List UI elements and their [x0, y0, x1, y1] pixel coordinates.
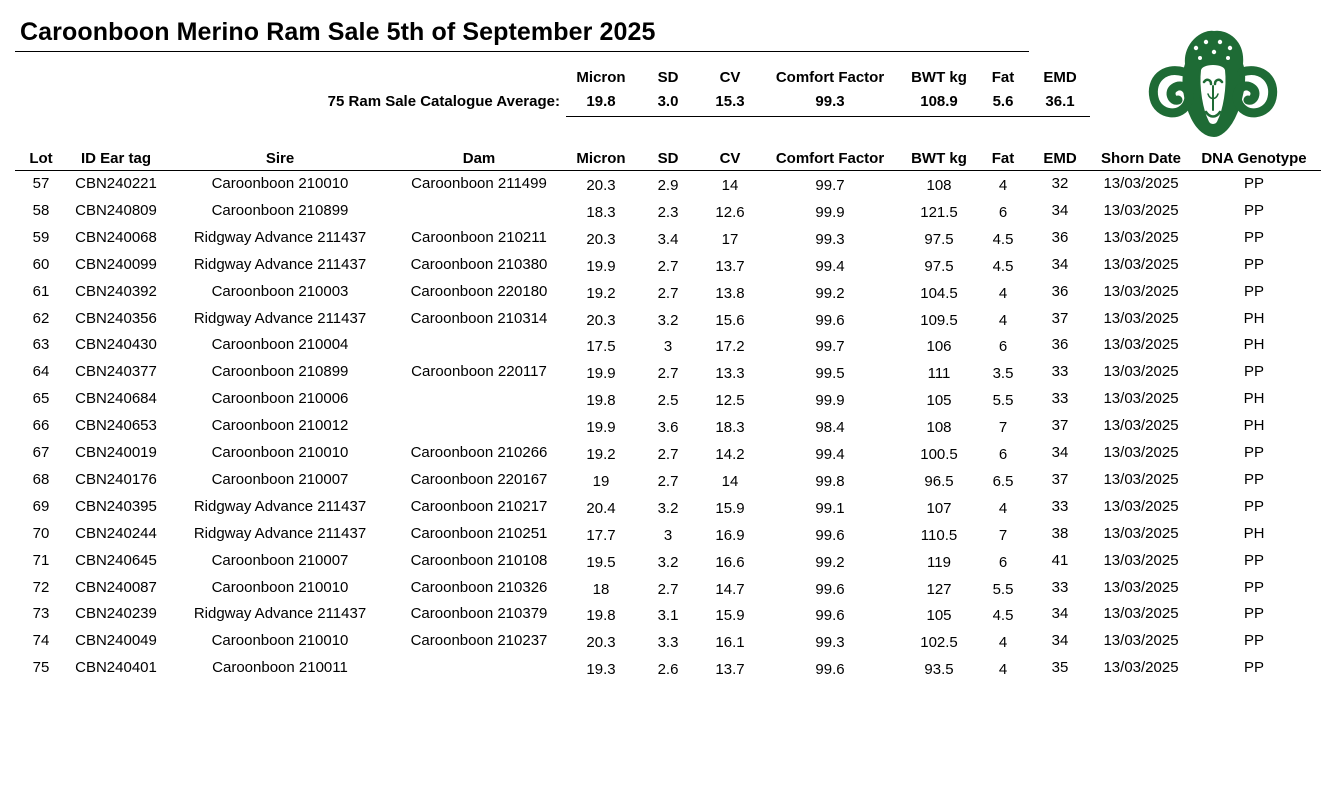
- cell-cv: 14: [721, 177, 739, 194]
- cell-shorn-date: 13/03/2025: [1103, 659, 1179, 677]
- cell-micron: 19.8: [586, 607, 616, 625]
- cell-shorn-date: 13/03/2025: [1103, 201, 1179, 219]
- table-row: [0, 310, 1340, 337]
- merino-ram-head-logo: [1144, 26, 1282, 138]
- cell-ear-tag: CBN240356: [75, 309, 157, 327]
- cell-comfort-factor: 99.1: [815, 499, 845, 517]
- cell-comfort-factor: 99.6: [815, 526, 845, 544]
- cell-sire: Caroonboon 210004: [211, 336, 349, 354]
- cell-fat: 5.5: [992, 392, 1014, 410]
- average-label: 75 Ram Sale Catalogue Average:: [327, 93, 560, 110]
- cell-dam: Caroonboon 210266: [410, 444, 548, 461]
- cell-lot: 61: [32, 282, 50, 300]
- cell-ear-tag: CBN240392: [75, 282, 157, 300]
- cell-sd: 3.4: [657, 230, 679, 248]
- cell-bwt-kg: 108: [926, 419, 952, 437]
- cell-dna-genotype: PH: [1243, 524, 1265, 542]
- cell-emd: 33: [1051, 363, 1069, 381]
- cell-dna-genotype: PH: [1243, 417, 1265, 435]
- cell-shorn-date: 13/03/2025: [1103, 605, 1179, 623]
- cell-micron: 19.9: [586, 419, 616, 437]
- cell-sire: Caroonboon 210011: [212, 659, 348, 677]
- column-header-cv: CV: [719, 150, 741, 167]
- cell-emd: 37: [1051, 470, 1069, 488]
- cell-fat: 6: [998, 338, 1008, 356]
- cell-sd: 2.7: [657, 365, 679, 383]
- cell-shorn-date: 13/03/2025: [1103, 363, 1179, 381]
- cell-ear-tag: CBN240176: [75, 470, 157, 488]
- cell-bwt-kg: 107: [926, 499, 952, 517]
- average-header-bwt-kg: BWT kg: [911, 69, 967, 86]
- cell-lot: 72: [32, 578, 50, 596]
- cell-ear-tag: CBN240049: [75, 632, 157, 650]
- cell-micron: 19.9: [586, 365, 616, 383]
- cell-lot: 67: [32, 444, 50, 461]
- cell-cv: 13.7: [715, 661, 745, 679]
- cell-ear-tag: CBN240684: [75, 390, 157, 408]
- column-header-shorn-date: Shorn Date: [1100, 150, 1182, 167]
- cell-comfort-factor: 99.8: [815, 472, 845, 490]
- cell-cv: 14.2: [715, 446, 745, 463]
- cell-dna-genotype: PP: [1243, 470, 1265, 488]
- cell-sd: 2.7: [657, 284, 679, 302]
- cell-fat: 3.5: [992, 365, 1014, 383]
- cell-emd: 37: [1051, 309, 1069, 327]
- table-row: [0, 525, 1340, 552]
- cell-dna-genotype: PP: [1243, 201, 1265, 219]
- cell-bwt-kg: 106: [926, 338, 952, 356]
- cell-dna-genotype: PH: [1243, 390, 1265, 408]
- average-value-cv: 15.3: [715, 93, 745, 110]
- cell-emd: 33: [1051, 578, 1069, 596]
- cell-comfort-factor: 99.3: [815, 230, 845, 248]
- cell-cv: 15.9: [715, 607, 745, 625]
- cell-dna-genotype: PP: [1243, 578, 1265, 596]
- cell-shorn-date: 13/03/2025: [1103, 444, 1179, 461]
- cell-lot: 71: [32, 551, 50, 569]
- cell-micron: 19.8: [586, 392, 616, 410]
- cell-emd: 33: [1051, 390, 1069, 408]
- cell-dna-genotype: PP: [1243, 282, 1265, 300]
- average-header-comfort-factor: Comfort Factor: [775, 69, 885, 86]
- cell-micron: 19.5: [586, 553, 616, 571]
- cell-cv: 15.9: [715, 499, 745, 517]
- average-underline: [566, 116, 1090, 117]
- cell-cv: 17.2: [715, 338, 745, 356]
- cell-ear-tag: CBN240645: [75, 551, 157, 569]
- cell-sire: Caroonboon 210003: [211, 282, 349, 300]
- table-row: [0, 579, 1340, 606]
- cell-bwt-kg: 93.5: [924, 661, 954, 679]
- table-header-rule: [15, 170, 1321, 171]
- cell-sd: 2.3: [657, 203, 679, 221]
- cell-ear-tag: CBN240401: [75, 659, 157, 677]
- cell-micron: 20.3: [586, 230, 616, 248]
- cell-ear-tag: CBN240068: [75, 228, 157, 246]
- cell-bwt-kg: 104.5: [920, 284, 958, 302]
- cell-dna-genotype: PP: [1243, 497, 1265, 515]
- cell-lot: 65: [32, 390, 50, 408]
- cell-shorn-date: 13/03/2025: [1103, 175, 1179, 192]
- cell-shorn-date: 13/03/2025: [1103, 417, 1179, 435]
- title-underline: [15, 51, 1029, 52]
- cell-sire: Caroonboon 210010: [211, 175, 349, 192]
- cell-shorn-date: 13/03/2025: [1103, 551, 1179, 569]
- cell-shorn-date: 13/03/2025: [1103, 470, 1179, 488]
- table-row: [0, 175, 1340, 202]
- cell-fat: 6: [998, 203, 1008, 221]
- cell-micron: 19.3: [586, 661, 616, 679]
- cell-ear-tag: CBN240019: [75, 444, 157, 461]
- cell-fat: 4: [998, 661, 1008, 679]
- cell-cv: 16.6: [715, 553, 745, 571]
- cell-emd: 34: [1051, 632, 1069, 650]
- cell-fat: 4: [998, 284, 1008, 302]
- cell-sd: 2.7: [657, 472, 679, 490]
- table-row: [0, 229, 1340, 256]
- average-value-fat: 5.6: [992, 93, 1014, 110]
- cell-dam: Caroonboon 220180: [410, 282, 548, 300]
- cell-bwt-kg: 109.5: [920, 311, 958, 329]
- column-header-dam: Dam: [462, 150, 496, 167]
- cell-sire: Ridgway Advance 211437: [193, 309, 367, 327]
- cell-bwt-kg: 102.5: [920, 634, 958, 652]
- cell-sire: Caroonboon 210010: [211, 632, 349, 650]
- cell-micron: 20.3: [586, 177, 616, 194]
- cell-emd: 34: [1051, 444, 1069, 461]
- cell-dam: Caroonboon 210211: [411, 228, 547, 246]
- cell-ear-tag: CBN240239: [75, 605, 157, 623]
- cell-dna-genotype: PP: [1243, 605, 1265, 623]
- cell-micron: 17.7: [586, 526, 616, 544]
- cell-dna-genotype: PH: [1243, 309, 1265, 327]
- cell-lot: 69: [32, 497, 50, 515]
- cell-dam: Caroonboon 211499: [411, 175, 547, 192]
- column-header-lot: Lot: [29, 150, 53, 167]
- cell-dam: Caroonboon 210379: [410, 605, 548, 623]
- cell-sire: Caroonboon 210006: [211, 390, 349, 408]
- cell-ear-tag: CBN240221: [75, 175, 157, 192]
- cell-dna-genotype: PP: [1243, 255, 1265, 273]
- cell-shorn-date: 13/03/2025: [1103, 228, 1179, 246]
- cell-ear-tag: CBN240809: [75, 201, 157, 219]
- cell-ear-tag: CBN240430: [75, 336, 157, 354]
- cell-cv: 13.7: [715, 257, 745, 275]
- cell-bwt-kg: 96.5: [924, 472, 954, 490]
- cell-dna-genotype: PP: [1243, 551, 1265, 569]
- table-row: [0, 659, 1340, 686]
- cell-lot: 73: [32, 605, 50, 623]
- cell-lot: 59: [32, 228, 50, 246]
- cell-emd: 34: [1051, 255, 1069, 273]
- cell-sd: 3.1: [657, 607, 679, 625]
- cell-micron: 20.3: [586, 311, 616, 329]
- cell-sd: 3.3: [657, 634, 679, 652]
- cell-dna-genotype: PP: [1243, 659, 1265, 677]
- cell-lot: 62: [32, 309, 50, 327]
- cell-sire: Caroonboon 210007: [211, 470, 349, 488]
- table-row: [0, 336, 1340, 363]
- cell-sd: 3.2: [657, 553, 679, 571]
- cell-dam: Caroonboon 210326: [410, 578, 548, 596]
- table-row: [0, 552, 1340, 579]
- cell-bwt-kg: 110.5: [920, 526, 958, 544]
- cell-cv: 18.3: [715, 419, 745, 437]
- cell-shorn-date: 13/03/2025: [1103, 336, 1179, 354]
- cell-lot: 58: [32, 201, 50, 219]
- cell-dam: Caroonboon 210108: [410, 551, 548, 569]
- cell-fat: 4.5: [992, 607, 1014, 625]
- cell-fat: 6.5: [992, 472, 1014, 490]
- cell-cv: 17: [721, 230, 739, 248]
- average-header-micron: Micron: [576, 69, 626, 86]
- cell-emd: 36: [1051, 282, 1069, 300]
- table-row: [0, 498, 1340, 525]
- cell-lot: 60: [32, 255, 50, 273]
- cell-sd: 3.2: [657, 311, 679, 329]
- cell-micron: 19: [592, 472, 610, 490]
- cell-dna-genotype: PP: [1243, 632, 1265, 650]
- cell-dna-genotype: PP: [1243, 175, 1265, 192]
- cell-ear-tag: CBN240099: [75, 255, 157, 273]
- average-header-fat: Fat: [991, 69, 1015, 86]
- column-header-micron: Micron: [576, 150, 626, 167]
- table-row: [0, 363, 1340, 390]
- cell-micron: 18.3: [586, 203, 616, 221]
- cell-bwt-kg: 97.5: [924, 257, 954, 275]
- cell-lot: 64: [32, 363, 50, 381]
- column-header-bwt-kg: BWT kg: [911, 150, 967, 167]
- cell-bwt-kg: 97.5: [924, 230, 954, 248]
- column-header-sd: SD: [657, 150, 679, 167]
- cell-emd: 36: [1051, 228, 1069, 246]
- cell-fat: 5.5: [992, 580, 1014, 598]
- cell-sd: 3: [663, 338, 673, 356]
- cell-lot: 75: [32, 659, 50, 677]
- cell-sire: Caroonboon 210899: [211, 363, 349, 381]
- cell-emd: 34: [1051, 201, 1069, 219]
- cell-shorn-date: 13/03/2025: [1103, 282, 1179, 300]
- table-row: [0, 605, 1340, 632]
- cell-fat: 4.5: [992, 257, 1014, 275]
- column-header-dna-genotype: DNA Genotype: [1201, 150, 1307, 167]
- cell-comfort-factor: 99.4: [815, 257, 845, 275]
- average-value-bwt-kg: 108.9: [920, 93, 958, 110]
- cell-dam: Caroonboon 210251: [410, 524, 548, 542]
- cell-shorn-date: 13/03/2025: [1103, 309, 1179, 327]
- cell-ear-tag: CBN240377: [75, 363, 157, 381]
- cell-shorn-date: 13/03/2025: [1103, 255, 1179, 273]
- table-row: [0, 471, 1340, 498]
- cell-lot: 70: [32, 524, 50, 542]
- average-value-emd: 36.1: [1045, 93, 1075, 110]
- cell-sd: 2.7: [657, 446, 679, 463]
- cell-ear-tag: CBN240244: [75, 524, 157, 542]
- cell-micron: 17.5: [586, 338, 616, 356]
- cell-cv: 16.9: [715, 526, 745, 544]
- cell-comfort-factor: 99.6: [815, 311, 845, 329]
- cell-cv: 13.8: [715, 284, 745, 302]
- cell-sd: 2.7: [657, 580, 679, 598]
- cell-micron: 19.2: [586, 284, 616, 302]
- cell-bwt-kg: 127: [926, 580, 952, 598]
- cell-emd: 36: [1051, 336, 1069, 354]
- cell-emd: 38: [1051, 524, 1069, 542]
- average-header-cv: CV: [719, 69, 741, 86]
- cell-dam: Caroonboon 210380: [410, 255, 548, 273]
- cell-comfort-factor: 99.6: [815, 661, 845, 679]
- cell-comfort-factor: 99.4: [815, 446, 845, 463]
- cell-comfort-factor: 99.3: [815, 634, 845, 652]
- cell-dam: Caroonboon 220167: [410, 470, 548, 488]
- cell-sd: 3.2: [657, 499, 679, 517]
- cell-shorn-date: 13/03/2025: [1103, 578, 1179, 596]
- table-row: [0, 256, 1340, 283]
- cell-emd: 34: [1051, 605, 1069, 623]
- cell-dna-genotype: PP: [1243, 444, 1265, 461]
- cell-emd: 35: [1051, 659, 1069, 677]
- cell-fat: 4: [998, 634, 1008, 652]
- cell-lot: 63: [32, 336, 50, 354]
- cell-sd: 2.6: [657, 661, 679, 679]
- cell-emd: 32: [1051, 175, 1069, 192]
- cell-bwt-kg: 121.5: [920, 203, 958, 221]
- cell-comfort-factor: 99.2: [815, 553, 845, 571]
- cell-fat: 7: [998, 526, 1008, 544]
- table-row: [0, 390, 1340, 417]
- cell-ear-tag: CBN240653: [75, 417, 157, 435]
- cell-comfort-factor: 99.5: [815, 365, 845, 383]
- column-header-ear-tag: ID Ear tag: [80, 150, 152, 167]
- cell-cv: 12.6: [715, 203, 745, 221]
- cell-comfort-factor: 99.6: [815, 607, 845, 625]
- cell-sd: 2.5: [657, 392, 679, 410]
- cell-bwt-kg: 108: [926, 177, 952, 194]
- cell-sire: Caroonboon 210010: [211, 578, 349, 596]
- column-header-comfort-factor: Comfort Factor: [775, 150, 885, 167]
- cell-lot: 68: [32, 470, 50, 488]
- cell-shorn-date: 13/03/2025: [1103, 632, 1179, 650]
- cell-bwt-kg: 111: [927, 365, 951, 383]
- cell-shorn-date: 13/03/2025: [1103, 524, 1179, 542]
- cell-sire: Caroonboon 210010: [211, 444, 349, 461]
- cell-dam: Caroonboon 220117: [411, 363, 547, 381]
- cell-dam: Caroonboon 210217: [410, 497, 548, 515]
- cell-emd: 37: [1051, 417, 1069, 435]
- cell-cv: 14: [721, 472, 739, 490]
- cell-dna-genotype: PP: [1243, 228, 1265, 246]
- cell-sire: Ridgway Advance 211437: [193, 524, 367, 542]
- cell-fat: 6: [998, 446, 1008, 463]
- cell-comfort-factor: 99.7: [815, 177, 845, 194]
- cell-dna-genotype: PP: [1243, 363, 1265, 381]
- table-row: [0, 444, 1340, 471]
- cell-fat: 4: [998, 311, 1008, 329]
- cell-sire: Caroonboon 210007: [211, 551, 349, 569]
- average-value-micron: 19.8: [586, 93, 616, 110]
- cell-cv: 16.1: [715, 634, 745, 652]
- cell-comfort-factor: 99.6: [815, 580, 845, 598]
- cell-cv: 12.5: [715, 392, 745, 410]
- cell-cv: 14.7: [715, 580, 745, 598]
- table-row: [0, 632, 1340, 659]
- cell-emd: 33: [1051, 497, 1069, 515]
- cell-cv: 13.3: [715, 365, 745, 383]
- average-header-emd: EMD: [1043, 69, 1077, 86]
- cell-micron: 18: [592, 580, 610, 598]
- cell-cv: 15.6: [715, 311, 745, 329]
- cell-sire: Caroonboon 210012: [211, 417, 349, 435]
- cell-dam: Caroonboon 210314: [410, 309, 548, 327]
- cell-sire: Ridgway Advance 211437: [193, 228, 367, 246]
- cell-sire: Caroonboon 210899: [211, 201, 349, 219]
- cell-sire: Ridgway Advance 211437: [193, 605, 367, 623]
- cell-comfort-factor: 98.4: [815, 419, 845, 437]
- cell-ear-tag: CBN240087: [75, 578, 157, 596]
- table-row: [0, 417, 1340, 444]
- cell-comfort-factor: 99.9: [815, 203, 845, 221]
- cell-bwt-kg: 105: [926, 392, 952, 410]
- column-header-emd: EMD: [1043, 150, 1077, 167]
- cell-sire: Ridgway Advance 211437: [193, 497, 367, 515]
- cell-fat: 7: [998, 419, 1008, 437]
- cell-emd: 41: [1051, 551, 1069, 569]
- cell-fat: 4: [998, 177, 1008, 194]
- cell-bwt-kg: 100.5: [920, 446, 958, 463]
- cell-dna-genotype: PH: [1243, 336, 1265, 354]
- cell-comfort-factor: 99.9: [815, 392, 845, 410]
- column-header-sire: Sire: [265, 150, 295, 167]
- cell-micron: 20.4: [586, 499, 616, 517]
- average-header-sd: SD: [657, 69, 679, 86]
- cell-lot: 66: [32, 417, 50, 435]
- cell-sd: 3: [663, 526, 673, 544]
- table-row: [0, 202, 1340, 229]
- cell-micron: 19.9: [586, 257, 616, 275]
- cell-sd: 3.6: [657, 419, 679, 437]
- cell-shorn-date: 13/03/2025: [1103, 497, 1179, 515]
- average-value-sd: 3.0: [657, 93, 679, 110]
- cell-dam: Caroonboon 210237: [410, 632, 548, 650]
- cell-shorn-date: 13/03/2025: [1103, 390, 1179, 408]
- cell-fat: 6: [998, 553, 1008, 571]
- table-row: [0, 283, 1340, 310]
- cell-ear-tag: CBN240395: [75, 497, 157, 515]
- average-value-comfort-factor: 99.3: [815, 93, 845, 110]
- cell-sire: Ridgway Advance 211437: [193, 255, 367, 273]
- cell-comfort-factor: 99.2: [815, 284, 845, 302]
- cell-lot: 74: [32, 632, 50, 650]
- page-title: Caroonboon Merino Ram Sale 5th of September 2025: [20, 18, 656, 46]
- cell-micron: 20.3: [586, 634, 616, 652]
- cell-bwt-kg: 105: [926, 607, 952, 625]
- cell-sd: 2.9: [657, 177, 679, 194]
- cell-comfort-factor: 99.7: [815, 338, 845, 356]
- cell-fat: 4.5: [992, 230, 1014, 248]
- cell-lot: 57: [32, 175, 50, 192]
- cell-micron: 19.2: [586, 446, 616, 463]
- cell-bwt-kg: 119: [927, 553, 951, 571]
- cell-sd: 2.7: [657, 257, 679, 275]
- column-header-fat: Fat: [991, 150, 1015, 167]
- cell-fat: 4: [998, 499, 1008, 517]
